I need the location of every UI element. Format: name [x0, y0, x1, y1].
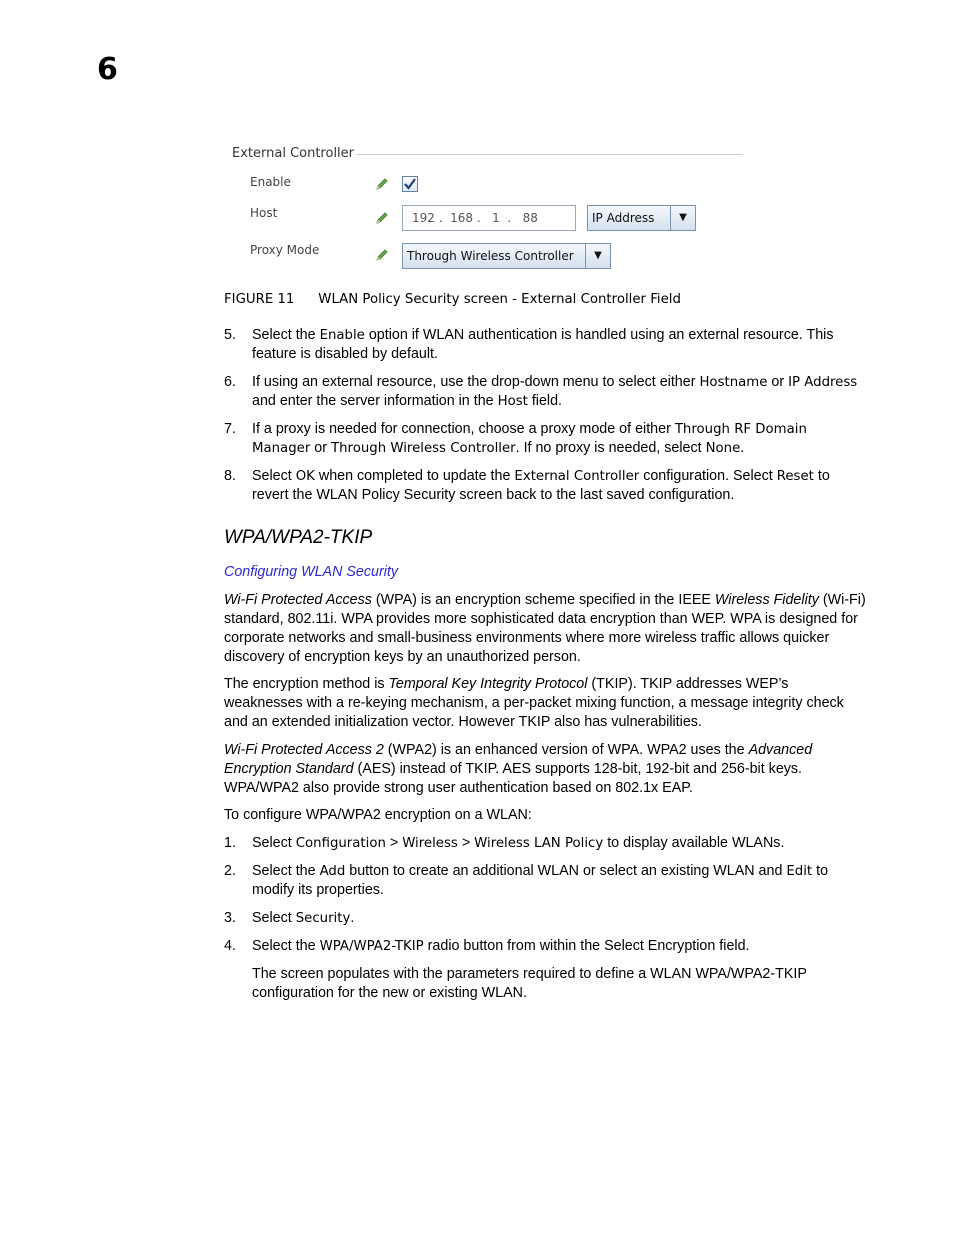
legend-divider — [356, 154, 743, 155]
paragraph-intro: To configure WPA/WPA2 encryption on a WLAN: — [224, 807, 532, 823]
paragraph-wpa2: Wi-Fi Protected Access 2 (WPA2) is an enhanced version of WPA. WPA2 uses the Advanced Encryption Standard (AES) instead of TKIP. AES supports 128-bit, 192-bit and 256-bit keys. WPA/WPA2 also provide strong user authentication based on 802.1x EAP. — [224, 742, 813, 796]
host-input[interactable]: 192 . 168 . 1 . 88 — [402, 205, 576, 231]
chevron-down-icon: ▼ — [585, 244, 610, 268]
proxy-mode-select[interactable] — [402, 243, 611, 269]
pencil-icon — [374, 210, 390, 226]
step-number: 2. — [224, 863, 236, 879]
fieldset-legend: External Controller — [232, 146, 355, 161]
list-item: 5. Select the Enable option if WLAN authentication is handled using an external resource. This feature is disabled by default. — [224, 327, 834, 362]
keyword: Enable — [319, 328, 365, 343]
enable-checkbox[interactable] — [402, 176, 418, 192]
step-number: 7. — [224, 421, 236, 437]
step-note: The screen populates with the parameters required to define a WLAN WPA/WPA2-TKIP configuration for the new or existing WLAN. — [252, 966, 807, 1001]
keyword: IP Address — [788, 375, 858, 390]
proxy-mode-value: Through Wireless Controller — [407, 249, 574, 263]
proxy-mode-label: Proxy Mode — [250, 243, 320, 257]
step-number: 3. — [224, 910, 236, 926]
list-item: 3. Select Security. — [224, 910, 355, 926]
list-item: 4. Select the WPA/WPA2-TKIP radio button from within the Select Encryption field. — [224, 938, 750, 954]
keyword: Wireless LAN Policy — [474, 836, 604, 851]
step-number: 4. — [224, 938, 236, 954]
keyword: Through Wireless Controller — [330, 441, 516, 456]
step-number: 6. — [224, 374, 236, 390]
pencil-icon — [374, 176, 390, 192]
keyword: Through RF Domain Manager — [252, 422, 807, 456]
figure-number: FIGURE 11 — [224, 292, 295, 307]
configuring-wlan-security-link[interactable]: Configuring WLAN Security — [224, 564, 399, 580]
keyword: Configuration — [295, 836, 386, 851]
figure-caption — [224, 290, 681, 307]
pencil-icon — [374, 247, 390, 263]
list-item: 6. If using an external resource, use the drop-down menu to select either Hostname or IP Address and enter the server information in the Host field. — [224, 374, 858, 409]
keyword: Reset — [776, 469, 814, 484]
host-label: Host — [250, 206, 278, 220]
paragraph-tkip: The encryption method is Temporal Key Integrity Protocol (TKIP). TKIP addresses WEP’s weaknesses with a re-keying mechanism, a per-packet mixing function, a message integrity check and an extended initialization vector. However TKIP also has vulnerabilities. — [224, 676, 844, 730]
checkmark-icon — [403, 177, 417, 191]
step-number: 5. — [224, 327, 236, 343]
keyword: Host — [497, 394, 528, 409]
keyword: Hostname — [699, 375, 768, 390]
keyword: Add — [319, 864, 346, 879]
keyword: Edit — [786, 864, 813, 879]
list-item: 8. Select OK when completed to update the External Controller configuration. Select Reset to revert the WLAN Policy Security screen back to the last saved configuration. — [224, 468, 830, 503]
list-item: 7. If a proxy is needed for connection, choose a proxy mode of either Through RF Domain Manager or Through Wireless Controller. If no proxy is needed, select None. — [224, 421, 807, 456]
figure-caption-text: WLAN Policy Security screen - External Controller Field — [318, 292, 681, 307]
host-type-select[interactable] — [587, 205, 696, 231]
external-controller-figure — [226, 140, 746, 275]
enable-label: Enable — [250, 175, 291, 189]
list-item: 2. Select the Add button to create an additional WLAN or select an existing WLAN and Edit to modify its properties. — [224, 863, 829, 898]
keyword: External Controller — [514, 469, 640, 484]
chevron-down-icon: ▼ — [670, 206, 695, 230]
section-heading: WPA/WPA2-TKIP — [224, 527, 373, 548]
chapter-number: 6 — [97, 52, 118, 87]
keyword: WPA/WPA2-TKIP — [319, 939, 424, 954]
list-item: 1. Select Configuration > Wireless > Wireless LAN Policy to display available WLANs. — [224, 835, 785, 851]
keyword: Security — [295, 911, 351, 926]
paragraph-wpa: Wi-Fi Protected Access (WPA) is an encryption scheme specified in the IEEE Wireless Fidelity (Wi-Fi) standard, 802.11i. WPA provides more sophisticated data encryption than WEP. WPA is designed for corporate networks and small-business environments where more wireless traffic allows quicker discovery of encryption keys by an unauthorized person. — [224, 592, 866, 665]
host-type-value: IP Address — [592, 211, 655, 225]
keyword: OK — [295, 469, 315, 484]
keyword: None — [705, 441, 741, 456]
step-number: 1. — [224, 835, 236, 851]
keyword: Wireless — [402, 836, 458, 851]
step-number: 8. — [224, 468, 236, 484]
